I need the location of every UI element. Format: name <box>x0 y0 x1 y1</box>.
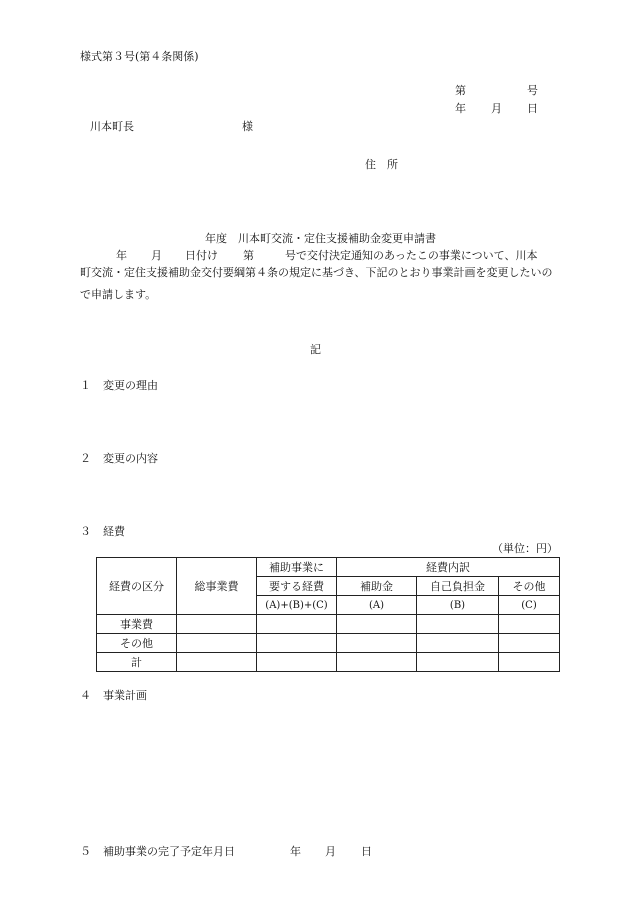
cell-other[interactable] <box>499 653 560 672</box>
header-subsidized-line1: 補助事業に <box>257 558 337 577</box>
body-month: 月 <box>151 249 162 262</box>
section-4-label: 事業計画 <box>103 689 147 702</box>
table-row <box>97 615 560 634</box>
header-other-code: (C) <box>499 596 560 615</box>
cell-total[interactable] <box>177 634 257 653</box>
ki-heading: 記 <box>310 343 321 356</box>
completion-month: 月 <box>325 845 336 858</box>
row-label: 計 <box>97 653 177 672</box>
body-dated: 日付け <box>185 249 218 262</box>
cell-subsidized[interactable] <box>257 653 337 672</box>
header-subsidized-line2: 要する経費 <box>257 577 337 596</box>
section-2-number: ２ <box>80 452 91 465</box>
cell-self-burden[interactable] <box>417 615 499 634</box>
cell-total[interactable] <box>177 653 257 672</box>
form-number: 様式第３号(第４条関係) <box>80 50 199 63</box>
unit-label: （単位：円） <box>492 542 558 555</box>
cell-other[interactable] <box>499 634 560 653</box>
section-5-number: ５ <box>80 845 91 858</box>
table-row <box>97 653 560 672</box>
date-day: 日 <box>527 102 538 115</box>
row-label: 事業費 <box>97 615 177 634</box>
header-other: その他 <box>499 577 560 596</box>
section-3-label: 経費 <box>103 525 125 538</box>
completion-year: 年 <box>290 845 301 858</box>
header-self-burden-code: (B) <box>417 596 499 615</box>
header-category: 経費の区分 <box>97 558 177 615</box>
date-month: 月 <box>491 102 502 115</box>
body-year: 年 <box>116 249 127 262</box>
completion-day: 日 <box>361 845 372 858</box>
header-total: 総事業費 <box>177 558 257 615</box>
section-1-number: １ <box>80 379 91 392</box>
costs-table <box>96 557 560 672</box>
section-3-number: ３ <box>80 525 91 538</box>
section-4-number: ４ <box>80 689 91 702</box>
cell-subsidy[interactable] <box>337 653 417 672</box>
header-subsidy: 補助金 <box>337 577 417 596</box>
cell-self-burden[interactable] <box>417 634 499 653</box>
section-1-label: 変更の理由 <box>103 379 158 392</box>
doc-number-prefix: 第 <box>455 84 466 97</box>
body-paragraph: 町交流・定住支援補助金交付要綱第４条の規定に基づき、下記のとおり事業計画を変更したいので申請します。 <box>80 266 553 301</box>
date-year: 年 <box>455 102 466 115</box>
header-subsidy-code: (A) <box>337 596 417 615</box>
body-line1-tail: 号で交付決定通知のあったこの事業について、川本 <box>285 249 538 262</box>
cell-subsidy[interactable] <box>337 634 417 653</box>
cell-total[interactable] <box>177 615 257 634</box>
address-label: 住 所 <box>365 158 398 171</box>
cell-subsidized[interactable] <box>257 634 337 653</box>
cell-subsidized[interactable] <box>257 615 337 634</box>
document-title: 年度 川本町交流・定住支援補助金変更申請書 <box>205 232 436 245</box>
body-no-prefix: 第 <box>243 249 254 262</box>
cell-self-burden[interactable] <box>417 653 499 672</box>
table-row <box>97 634 560 653</box>
addressee-name: 川本町長 <box>90 120 134 133</box>
addressee-honorific: 様 <box>242 120 253 133</box>
header-subsidized-formula: (A)+(B)+(C) <box>257 596 337 615</box>
cell-subsidy[interactable] <box>337 615 417 634</box>
doc-number-suffix: 号 <box>527 84 538 97</box>
header-self-burden: 自己負担金 <box>417 577 499 596</box>
section-2-label: 変更の内容 <box>103 452 158 465</box>
header-breakdown: 経費内訳 <box>337 558 560 577</box>
section-5-label: 補助事業の完了予定年月日 <box>103 845 235 858</box>
row-label: その他 <box>97 634 177 653</box>
cell-other[interactable] <box>499 615 560 634</box>
